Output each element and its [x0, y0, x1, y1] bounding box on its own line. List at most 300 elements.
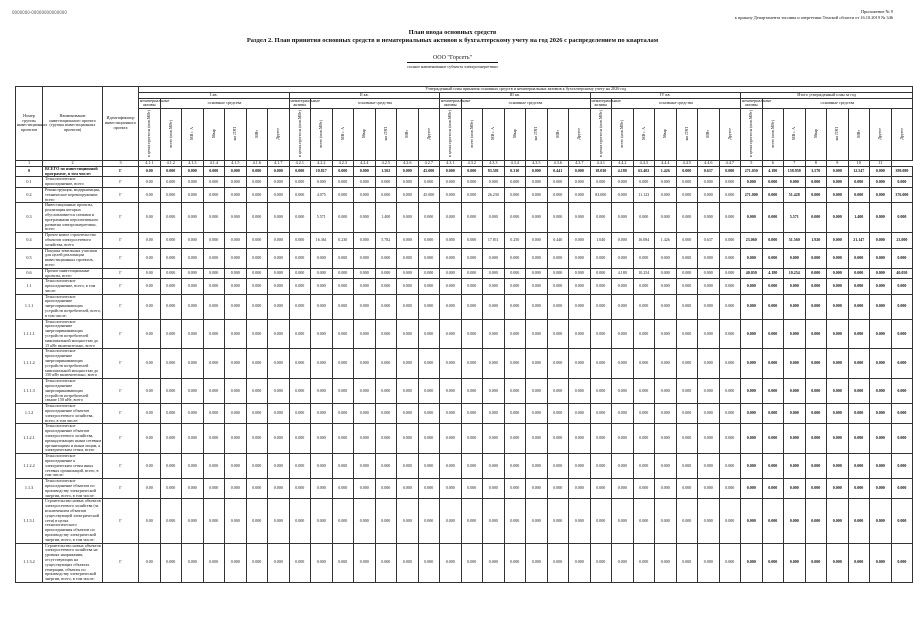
row-value: 0.000 — [160, 166, 182, 177]
row-value: 0.000 — [225, 187, 247, 202]
row-value: 0.000 — [289, 404, 311, 424]
row-value: 0.000 — [182, 268, 204, 279]
row-value: 0.000 — [354, 279, 376, 294]
row-value: 0.000 — [590, 379, 612, 404]
row-value: 0.000 — [784, 499, 806, 543]
row-value: 0.000 — [633, 454, 655, 479]
row-value: 0.000 — [655, 349, 677, 379]
document-title: План ввода основных средств — [408, 29, 497, 36]
row-value: 1.426 — [655, 233, 677, 248]
row-value: 0.000 — [375, 294, 397, 319]
row-value: 0.000 — [268, 349, 290, 379]
row-name: ВСЕГО по инвестиционной программе, в том числе: — [43, 166, 103, 177]
table-row — [16, 294, 913, 319]
row-value: 0.000 — [719, 268, 741, 279]
row-value: 0.000 — [762, 404, 784, 424]
row-value: 0.000 — [827, 279, 849, 294]
row-value: 0.000 — [891, 203, 913, 233]
row-value: 0.000 — [612, 177, 634, 188]
head-sub-label: МВт — [706, 129, 711, 138]
row-value: 0.000 — [870, 319, 892, 349]
row-value: 271.050 — [741, 166, 763, 177]
row-value: 0.000 — [418, 177, 440, 188]
row-value: 0.000 — [719, 233, 741, 248]
document-header — [0, 29, 905, 69]
col-number: 4.4.3 — [633, 160, 655, 166]
row-value: 0.000 — [268, 166, 290, 177]
row-value: 0.000 — [418, 499, 440, 543]
row-value: 0.000 — [225, 379, 247, 404]
head-sub-label: Мвар — [663, 129, 668, 139]
row-value: 0.00 — [139, 379, 161, 404]
row-value: 0.000 — [827, 379, 849, 404]
row-value: 0.000 — [418, 479, 440, 499]
row-value: 0.000 — [504, 543, 526, 582]
row-value: 0.000 — [569, 248, 591, 268]
row-value: 0.000 — [698, 499, 720, 543]
row-value: 0.000 — [827, 166, 849, 177]
row-value: 0.000 — [719, 479, 741, 499]
row-value: 0.000 — [289, 424, 311, 454]
row-value: 0.000 — [332, 454, 354, 479]
row-value: 0.000 — [332, 379, 354, 404]
row-value: 0.000 — [461, 543, 483, 582]
row-value: 0.000 — [870, 379, 892, 404]
row-value: 0.000 — [332, 349, 354, 379]
row-value: 0.000 — [504, 379, 526, 404]
row-value: 0.000 — [225, 294, 247, 319]
row-value: 0.000 — [612, 294, 634, 319]
row-value: 0.000 — [569, 454, 591, 479]
row-value: 0.000 — [461, 294, 483, 319]
row-value: 0.000 — [827, 248, 849, 268]
row-value: 0.000 — [311, 424, 333, 454]
row-value: 0.000 — [289, 319, 311, 349]
row-value: 0.000 — [311, 454, 333, 479]
row-value: 0.000 — [612, 233, 634, 248]
row-value: 0.000 — [375, 319, 397, 349]
row-value: 0.000 — [762, 187, 784, 202]
row-value: 0.000 — [160, 379, 182, 404]
head-sub-label: км ЛЭП — [684, 127, 689, 141]
row-value: 0.000 — [289, 479, 311, 499]
row-id: Г — [103, 268, 139, 279]
row-value: 0.000 — [870, 294, 892, 319]
row-value: 0.000 — [160, 294, 182, 319]
row-value: 0.000 — [569, 268, 591, 279]
row-value: 0.000 — [848, 404, 870, 424]
row-value: 0.000 — [719, 294, 741, 319]
row-value: 0.000 — [633, 479, 655, 499]
row-value: 0.000 — [827, 404, 849, 424]
row-value: 0.000 — [375, 404, 397, 424]
head-sub-2-4 — [354, 109, 376, 161]
row-value: 0.000 — [504, 177, 526, 188]
col-number: 4.2.2 — [311, 160, 333, 166]
row-value: 0.000 — [805, 424, 827, 454]
head-sub-label: МВт — [856, 129, 861, 138]
row-value: 0.000 — [440, 404, 462, 424]
head-sub-label: Другое — [426, 127, 431, 140]
row-value: 0.000 — [547, 479, 569, 499]
row-value: 0.000 — [461, 177, 483, 188]
row-value: 0.000 — [375, 543, 397, 582]
row-value: 0.000 — [397, 203, 419, 233]
row-value: 0.000 — [182, 479, 204, 499]
col-number: 4.1.7 — [268, 160, 290, 166]
head-sub-1-5 — [225, 109, 247, 161]
head-sub-label: в ценах прогноза (млн.МВт) — [147, 110, 152, 158]
row-value: 0.000 — [762, 279, 784, 294]
row-value: 0.000 — [762, 294, 784, 319]
head-sub-label: МВ×А — [491, 127, 496, 141]
row-value: 0.000 — [547, 499, 569, 543]
row-id: Г — [103, 404, 139, 424]
row-name: Технологическое присоединение энергопринимающих устройств потребителей максимальной мощностью до 15 кВт включительно, всего — [43, 319, 103, 349]
row-value: 0.000 — [676, 479, 698, 499]
row-value: 0.000 — [741, 177, 763, 188]
row-value: 0.000 — [848, 543, 870, 582]
row-value: 0.000 — [891, 319, 913, 349]
col-number: 9 — [827, 160, 849, 166]
row-value: 0.000 — [805, 404, 827, 424]
row-value: 0.000 — [741, 319, 763, 349]
row-value: 0.000 — [526, 319, 548, 349]
row-name: Технологическое присоединение объектов по производству электрической энергии, всего, в том числе: — [43, 479, 103, 499]
row-value: 0.000 — [182, 424, 204, 454]
row-value: 10.254 — [633, 268, 655, 279]
head-sub-label: Другое — [276, 127, 281, 140]
row-code: 0.2 — [16, 187, 43, 202]
row-value: 0.000 — [397, 187, 419, 202]
row-value: 0.000 — [289, 187, 311, 202]
row-value: 0.000 — [203, 319, 225, 349]
row-value: 0.000 — [891, 454, 913, 479]
head-sub-label: км ЛЭП — [835, 127, 840, 141]
row-value: 0.000 — [612, 319, 634, 349]
row-value: 0.000 — [268, 543, 290, 582]
row-value: 51.560 — [784, 233, 806, 248]
head-sub-3-3 — [483, 109, 505, 161]
row-value: 0.000 — [354, 319, 376, 349]
row-value: 0.000 — [418, 203, 440, 233]
row-value: 0.000 — [461, 233, 483, 248]
row-value: 1.502 — [375, 166, 397, 177]
plan-table-head — [16, 87, 913, 167]
row-value: 0.250 — [504, 233, 526, 248]
table-row — [16, 424, 913, 454]
row-value: 4.075 — [311, 187, 333, 202]
row-value: 0.000 — [805, 248, 827, 268]
row-value: 0.00 — [139, 543, 161, 582]
row-value: 0.000 — [182, 248, 204, 268]
row-value: 4.180 — [762, 268, 784, 279]
row-value: 0.000 — [440, 203, 462, 233]
col-number: 4.4.6 — [698, 160, 720, 166]
head-sub-2-6 — [397, 109, 419, 161]
row-value: 0.000 — [633, 177, 655, 188]
row-value: 0.000 — [311, 319, 333, 349]
row-value: 0.000 — [870, 187, 892, 202]
row-value: 0.000 — [848, 479, 870, 499]
row-value: 0.000 — [246, 543, 268, 582]
row-value: 0.637 — [698, 166, 720, 177]
row-value: 0.000 — [203, 499, 225, 543]
row-value: 0.000 — [440, 499, 462, 543]
row-value: 0.000 — [848, 187, 870, 202]
row-value: 0.000 — [375, 248, 397, 268]
row-value: 0.000 — [870, 499, 892, 543]
row-value: 0.000 — [461, 349, 483, 379]
row-value: 0.00 — [139, 479, 161, 499]
row-name: Технологическое присоединение объектов электросетевого хозяйства, принадлежащих иным сетевым организациям и иным лицам, к электрическим сетям, всего — [43, 424, 103, 454]
row-value: 10.254 — [784, 268, 806, 279]
head-sub-4-3 — [633, 109, 655, 161]
row-value: 0.000 — [698, 294, 720, 319]
head-sub-4-7 — [719, 109, 741, 161]
row-value: 0.000 — [633, 319, 655, 349]
row-value: 0.000 — [805, 294, 827, 319]
row-value: 0.000 — [160, 454, 182, 479]
row-value: 0.000 — [762, 499, 784, 543]
row-value: 0.000 — [891, 499, 913, 543]
row-value: 0.000 — [397, 424, 419, 454]
row-value: 0.000 — [203, 454, 225, 479]
head-sub-label: в ценах прогноза (млн.МВт) — [598, 110, 603, 158]
row-value: 0.000 — [268, 454, 290, 479]
row-id: Г — [103, 233, 139, 248]
row-value: 0.000 — [848, 294, 870, 319]
head-sub-2-5 — [375, 109, 397, 161]
row-value: 0.000 — [182, 203, 204, 233]
row-id: Г — [103, 319, 139, 349]
row-value: 0.000 — [612, 187, 634, 202]
row-value: 0.000 — [332, 319, 354, 349]
row-value: 0.000 — [483, 379, 505, 404]
row-value: 0.000 — [418, 404, 440, 424]
col-number: 4.3.6 — [547, 160, 569, 166]
row-value: 0.000 — [698, 248, 720, 268]
row-value: 0.000 — [182, 166, 204, 177]
row-value: 0.000 — [741, 424, 763, 454]
row-value: 0.00 — [139, 268, 161, 279]
row-value: 0.000 — [762, 233, 784, 248]
row-value: 0.000 — [676, 233, 698, 248]
head-sub-label: Другое — [899, 127, 904, 140]
col-number: 2 — [43, 160, 103, 166]
row-value: 0.000 — [719, 166, 741, 177]
row-value: 0.000 — [332, 203, 354, 233]
row-value: 0.000 — [827, 177, 849, 188]
row-value: 0.000 — [655, 203, 677, 233]
row-name: Технологическое присоединение энергопринимающих устройств потребителей максимальной мощностью до 150 кВт включительно, всего — [43, 349, 103, 379]
head-sub-label: в ценах прогноза (млн.МВт) — [297, 110, 302, 158]
row-value: 4.180 — [762, 166, 784, 177]
row-value: 0.000 — [784, 279, 806, 294]
row-value: 0.00 — [139, 166, 161, 177]
row-value: 0.000 — [483, 203, 505, 233]
row-value: 0.000 — [719, 349, 741, 379]
row-value: 0.000 — [569, 349, 591, 379]
row-value: 0.000 — [741, 499, 763, 543]
row-value: 0.000 — [246, 187, 268, 202]
row-value: 0.000 — [547, 454, 569, 479]
head-sub-3-5 — [526, 109, 548, 161]
head-sub-1-6 — [246, 109, 268, 161]
row-value: 0.000 — [418, 379, 440, 404]
row-value: 0.000 — [289, 279, 311, 294]
row-value: 0.000 — [526, 499, 548, 543]
row-value: 0.000 — [440, 454, 462, 479]
row-value: 0.000 — [225, 279, 247, 294]
row-value: 0.000 — [741, 203, 763, 233]
row-value: 12.547 — [848, 166, 870, 177]
row-value: 0.000 — [698, 379, 720, 404]
row-value: 0.000 — [182, 279, 204, 294]
row-value: 0.000 — [870, 279, 892, 294]
row-value: 0.000 — [762, 319, 784, 349]
row-value: 0.000 — [827, 233, 849, 248]
row-value: 0.000 — [354, 177, 376, 188]
head-sub-3-1 — [440, 109, 462, 161]
row-value: 0.000 — [397, 499, 419, 543]
row-value: 0.000 — [741, 543, 763, 582]
table-row — [16, 543, 913, 582]
row-value: 0.000 — [440, 349, 462, 379]
head-sub-4-5 — [676, 109, 698, 161]
row-value: 0.000 — [160, 499, 182, 543]
row-value: 0.000 — [440, 177, 462, 188]
head-sub-5-5 — [827, 109, 849, 161]
row-value: 0.000 — [784, 349, 806, 379]
table-row — [16, 187, 913, 202]
row-value: 0.000 — [547, 187, 569, 202]
row-value: 0.000 — [182, 233, 204, 248]
row-value: 0.000 — [504, 454, 526, 479]
row-value: 0.000 — [246, 248, 268, 268]
col-number: 4.4.1 — [590, 160, 612, 166]
row-value: 0.000 — [203, 233, 225, 248]
row-value: 0.000 — [784, 248, 806, 268]
row-value: 0.000 — [375, 349, 397, 379]
row-value: 5.571 — [311, 203, 333, 233]
row-value: 0.000 — [805, 499, 827, 543]
row-value: 0.000 — [289, 233, 311, 248]
col-number: 4.3.7 — [569, 160, 591, 166]
row-value: 0.000 — [676, 454, 698, 479]
row-value: 0.000 — [805, 279, 827, 294]
row-value: 0.000 — [354, 248, 376, 268]
row-value: 0.000 — [655, 424, 677, 454]
row-value: 0.000 — [504, 248, 526, 268]
head-sub-label: всего (млн.МВт) — [620, 119, 625, 148]
row-value: 0.000 — [784, 543, 806, 582]
row-value: 0.000 — [655, 177, 677, 188]
row-value: 0.000 — [203, 379, 225, 404]
row-value: 0.000 — [870, 233, 892, 248]
row-value: 0.000 — [397, 294, 419, 319]
row-value: 0.000 — [569, 499, 591, 543]
row-value: 0.000 — [461, 404, 483, 424]
row-value: 0.000 — [182, 404, 204, 424]
row-value: 0.000 — [784, 379, 806, 404]
row-value: 0.000 — [160, 187, 182, 202]
row-value: 0.000 — [246, 279, 268, 294]
row-value: 0.000 — [848, 248, 870, 268]
row-value: 0.000 — [870, 424, 892, 454]
row-value: 0.000 — [848, 424, 870, 454]
row-name: Технологическое присоединение, всего — [43, 177, 103, 188]
row-value: 0.000 — [504, 349, 526, 379]
row-code: 1.1.3 — [16, 479, 43, 499]
row-value: 399.080 — [891, 166, 913, 177]
col-number: 4.2.6 — [397, 160, 419, 166]
col-number: 3 — [103, 160, 139, 166]
row-name: Технологическое присоединение энергопринимающих устройств потребителей свыше 150 кВт, всего — [43, 379, 103, 404]
row-id: Г — [103, 543, 139, 582]
row-value: 0.000 — [526, 424, 548, 454]
head-finance-2: нематериальные активы — [290, 97, 320, 108]
row-value: 0.000 — [827, 479, 849, 499]
head-sub-3-2 — [461, 109, 483, 161]
row-name: Технологическое присоединение к электрическим сетям иных сетевых организаций, всего, в том числе: — [43, 454, 103, 479]
row-value: 0.000 — [397, 454, 419, 479]
row-value: 0.000 — [440, 233, 462, 248]
row-value: 0.000 — [461, 479, 483, 499]
row-value: 0.000 — [741, 479, 763, 499]
row-value: 0.000 — [676, 187, 698, 202]
row-value: 0.000 — [418, 294, 440, 319]
head-sub-label: в ценах прогноза (млн.МВт) — [448, 110, 453, 158]
row-value: 0.000 — [590, 454, 612, 479]
row-value: 0.000 — [827, 294, 849, 319]
row-value: 0.000 — [848, 379, 870, 404]
col-number: 4.1.2 — [160, 160, 182, 166]
row-value: 0.000 — [569, 424, 591, 454]
row-value: 0.000 — [332, 248, 354, 268]
col-number: 4.1.6 — [246, 160, 268, 166]
row-value: 0.000 — [440, 248, 462, 268]
row-value: 0.000 — [289, 499, 311, 543]
row-value: 0.000 — [569, 203, 591, 233]
row-value: 1.040 — [590, 233, 612, 248]
row-value: 0.000 — [569, 294, 591, 319]
row-value: 0.000 — [203, 279, 225, 294]
row-value: 0.000 — [526, 379, 548, 404]
row-value: 0.000 — [805, 319, 827, 349]
row-value: 0.000 — [182, 543, 204, 582]
row-value: 0.000 — [676, 379, 698, 404]
row-value: 0.000 — [354, 499, 376, 543]
row-value: 0.000 — [547, 268, 569, 279]
row-value: 0.000 — [397, 166, 419, 177]
row-value: 0.000 — [375, 187, 397, 202]
row-value: 0.000 — [160, 248, 182, 268]
row-value: 0.000 — [676, 177, 698, 188]
row-value: 0.000 — [504, 499, 526, 543]
row-value: 0.000 — [698, 349, 720, 379]
table-row — [16, 248, 913, 268]
row-value: 0.000 — [848, 279, 870, 294]
row-value: 0.000 — [891, 543, 913, 582]
row-value: 0.000 — [397, 349, 419, 379]
row-value: 0.000 — [719, 279, 741, 294]
row-value: 0.000 — [870, 404, 892, 424]
row-value: 65.402 — [633, 166, 655, 177]
row-value: 0.000 — [311, 479, 333, 499]
row-value: 0.000 — [698, 319, 720, 349]
col-number: 4.4.2 — [612, 160, 634, 166]
